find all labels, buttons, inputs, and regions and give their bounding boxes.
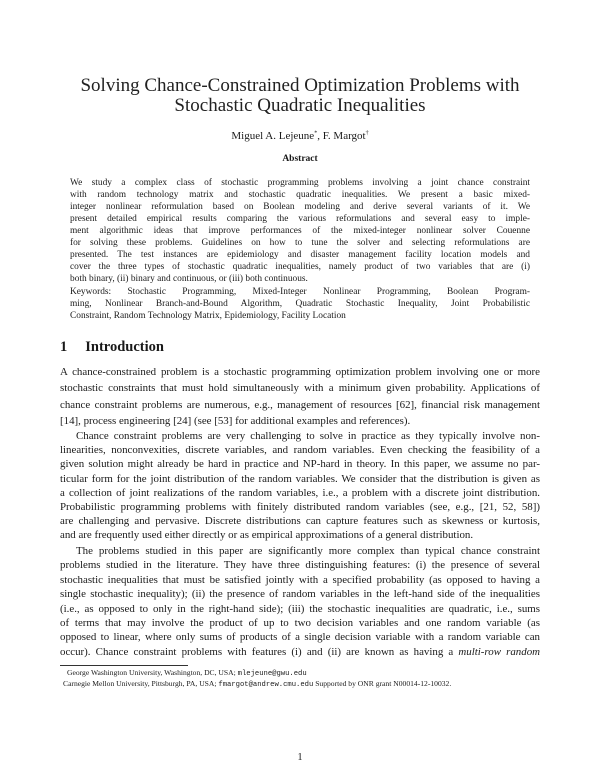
abstract-line: with random technology matrix and stochastic quadratic inequalities. We present a basic mixed-	[70, 190, 530, 200]
text-line	[60, 645, 540, 659]
abstract-line: presented. The test instances are epidemiology and disaster management facility location models and	[70, 250, 530, 260]
text-line: given solution might already be hard in practice and NP-hard in theory. In this paper, we assume no par-	[60, 458, 540, 471]
italic-term: multi-row random	[458, 645, 540, 658]
section-heading	[60, 339, 182, 356]
page-number: 1	[297, 752, 303, 763]
text-line: linearities, nonconvexities, discrete variables, and random variables. Even checking the feasibility of a	[60, 444, 540, 457]
footnote-email[interactable]: mlejeune@gwu.edu	[237, 670, 307, 678]
text-line: a collection of joint realizations of the random variables, i.e., a problem with a discrete joint distribution.	[60, 486, 540, 499]
section-number: 1	[60, 339, 68, 355]
footnote-mark: *	[314, 130, 318, 137]
author-separator: ,	[317, 130, 323, 142]
paragraph-3	[60, 544, 540, 659]
footnote-funding: Supported by ONR grant N00014-12-10032.	[313, 679, 452, 688]
text-segment: occur). Chance constraint problems with features (i) and (ii) are known as having a	[60, 645, 459, 658]
author-name: Miguel A. Lejeune	[231, 130, 315, 142]
text-line: Chance constraint problems are very challenging to solve in practice as they typically involve non-	[76, 430, 540, 442]
author-name: F. Margot	[322, 130, 366, 142]
text-line: chance constraint problems are numerous, e.g., management of resources [62], financial risk management	[60, 398, 540, 411]
abstract-line: integer nonlinear reformulation based on Boolean modeling and derive several variants of it. We	[70, 202, 530, 212]
abstract-line: both binary, (ii) binary and continuous, or (iii) both continuous.	[70, 274, 308, 284]
abstract-line: We study a complex class of stochastic programming problems involving a joint chance constraint	[70, 178, 530, 188]
abstract-line: for solving these problems. Guidelines on how to tune the solver and selecting reformulations are	[70, 238, 530, 248]
text-line: A chance-constrained problem is a stochastic programming optimization problem involving one or more	[60, 366, 540, 378]
text-line: opposed to linear, where only sums of products of a single decision variable with a random variable can	[60, 631, 540, 644]
text-line: ticular form for the joint distribution of the random variables. We consider that the distribution is given as	[60, 472, 540, 485]
text-line: are challenging and pervasive. Discrete distributions can capture features such as skewness or kurtosis,	[60, 515, 540, 528]
title-line: Stochastic Quadratic Inequalities	[174, 95, 426, 116]
keywords-line: Constraint, Random Technology Matrix, Epidemiology, Facility Location	[70, 310, 346, 321]
text-line: stochastic constraints that must hold simultaneously with a minimum given probability. Applications of	[60, 382, 540, 395]
abstract-line: ment algorithmic ideas that improve performances of the mixed-integer nonlinear solver Couenne	[70, 226, 530, 236]
abstract-heading: Abstract	[282, 154, 318, 164]
text-line: [14], process engineering [24] (see [53] for additional examples and references).	[60, 414, 411, 427]
keywords	[70, 287, 530, 322]
text-line: and are frequently used either directly or as empirical approximations of a general distribution.	[60, 529, 474, 542]
footnote-text: George Washington University, Washington, DC, USA;	[67, 668, 238, 677]
text-line: problems studied in the literature. They have three distinguishing features: (i) the presence of several	[60, 559, 540, 572]
keywords-line: Keywords: Stochastic Programming, Mixed-Integer Nonlinear Programming, Boolean Program-	[70, 287, 530, 297]
text-line: Probabilistic programming problems with finitely distributed random variables (see, e.g., [21, 52, 58])	[60, 501, 540, 514]
text-line: (i.e., as opposed to only in the right-hand side); (iii) the stochastic inequalities are quadratic, i.e., sums	[60, 602, 540, 615]
paper-title	[0, 76, 600, 116]
section-title: Introduction	[85, 339, 164, 355]
text-line: single stochastic inequality); (ii) the presence of random variables in the left-hand side of the inequalities	[60, 588, 540, 601]
title-line: Solving Chance-Constrained Optimization Problems with	[80, 75, 520, 96]
footnote-2	[63, 679, 451, 690]
footnote-rule	[60, 665, 188, 666]
authors	[0, 130, 600, 142]
footnote-text: Carnegie Mellon University, Pittsburgh, PA, USA;	[63, 679, 219, 688]
paragraph-2	[60, 429, 540, 543]
abstract-body	[70, 177, 530, 285]
footnote-1	[67, 668, 307, 679]
text-line: The problems studied in this paper are significantly more complex than typical chance constraint	[76, 545, 540, 557]
abstract-line: cover the three types of stochastic quadratic inequalities, namely product of two variables that are (i)	[70, 262, 530, 272]
footnote-mark: †	[365, 130, 369, 137]
paragraph-1	[60, 364, 540, 429]
footnote-email[interactable]: fmargot@andrew.cmu.edu	[218, 681, 314, 689]
keywords-line: ming, Nonlinear Branch-and-Bound Algorithm, Quadratic Stochastic Inequality, Joint Probabilistic	[70, 298, 530, 309]
text-line: of terms that may involve the product of up to two decision variables and one random variable (as	[60, 617, 540, 630]
text-line: stochastic inequalities that must be satisfied jointly with a specified probability (as opposed to having a	[60, 573, 540, 586]
abstract-line: present detailed empirical results comparing the various reformulations and several easy to imple-	[70, 214, 530, 224]
